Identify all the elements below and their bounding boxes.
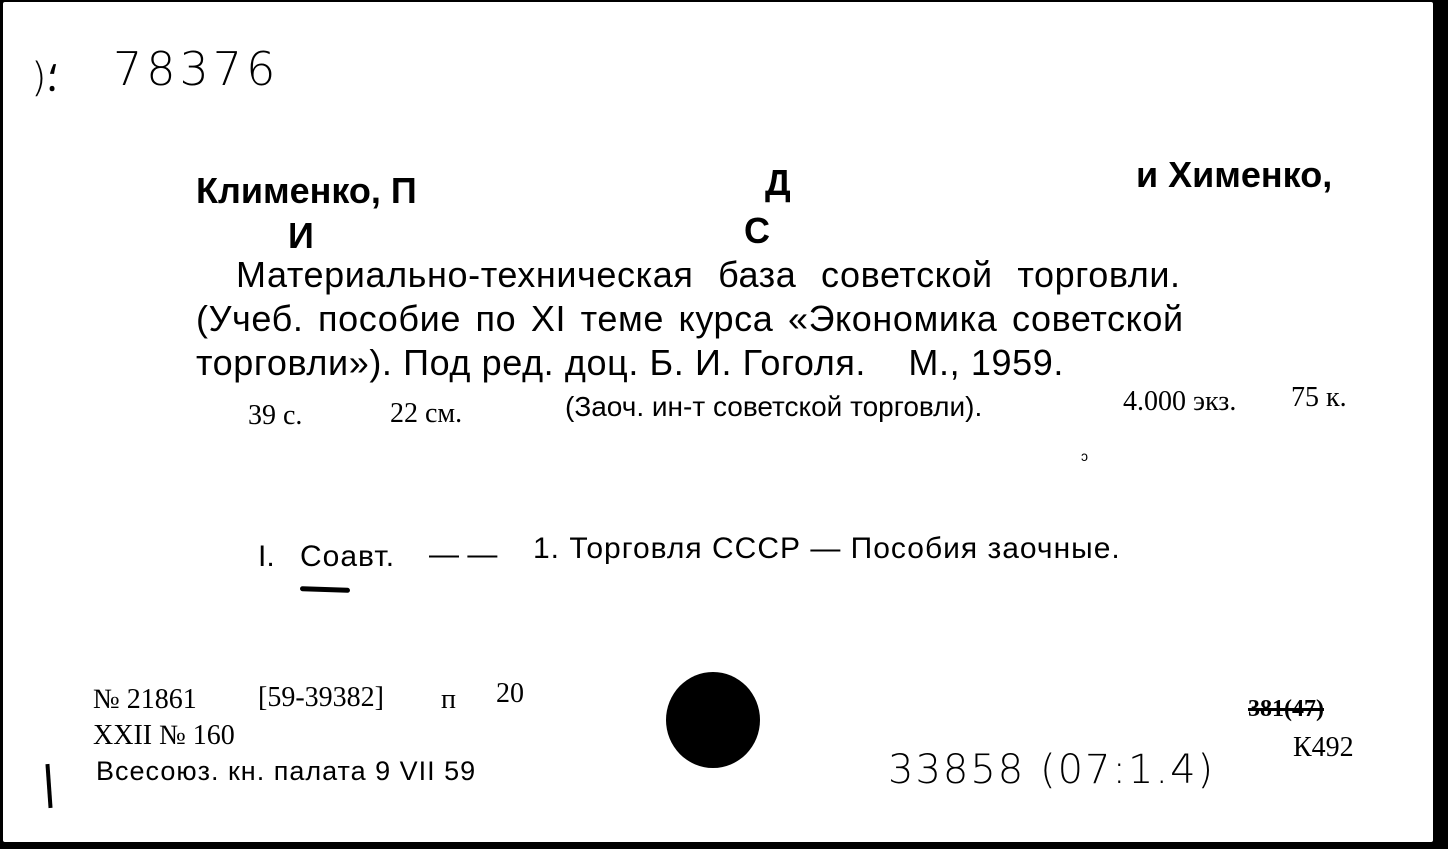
title-line-3: торговли»). Под ред. доц. Б. И. Гоголя. М., 1959. (196, 342, 1064, 383)
handwritten-number: 78376 (113, 42, 280, 96)
author-initial-top: Д (765, 162, 791, 203)
punch-hole (666, 672, 760, 768)
imprint-p: п (441, 684, 456, 715)
series: (Заоч. ин-т советской торговли). (565, 391, 983, 422)
coauthor-name: и Хименко, (1136, 154, 1333, 195)
subject-dashes: — — (429, 538, 498, 571)
subject-numeral: I. (258, 540, 275, 573)
subject-heading: 1. Торговля СССР — Пособия заочные. (533, 532, 1121, 565)
price: 75 к. (1291, 382, 1347, 413)
title-line-1: Материально-техническая база советской торговли. (236, 254, 1181, 295)
imprint-number: № 21861 (93, 684, 197, 715)
handwritten-mark-icon: )⸵ (31, 55, 58, 101)
classification-code: К492 (1293, 732, 1354, 763)
coauthor-label: Соавт. (300, 540, 396, 573)
small-mark: ɔ (1081, 448, 1088, 464)
copies: 4.000 экз. (1123, 386, 1237, 417)
imprint-num: 20 (496, 678, 524, 709)
catalog-card (3, 2, 1433, 842)
imprint-line-3: Всесоюз. кн. палата 9 VII 59 (96, 756, 477, 786)
title-line-2: (Учеб. пособие по XI теме курса «Экономика советской (196, 298, 1184, 339)
classification-struck: 381(47) (1248, 696, 1324, 722)
imprint-line-2: XXII № 160 (93, 720, 235, 751)
size: 22 см. (390, 398, 463, 429)
handwritten-code: 33858 (07:1.4) (888, 747, 1216, 793)
author-initial-left: И (288, 215, 314, 256)
author-name: Клименко, П (196, 170, 417, 211)
pages: 39 с. (248, 400, 303, 431)
margin-tick (45, 764, 52, 808)
imprint-code: [59-39382] (258, 682, 384, 713)
author-initial-mid: С (744, 210, 770, 251)
underline-mark (300, 586, 350, 593)
